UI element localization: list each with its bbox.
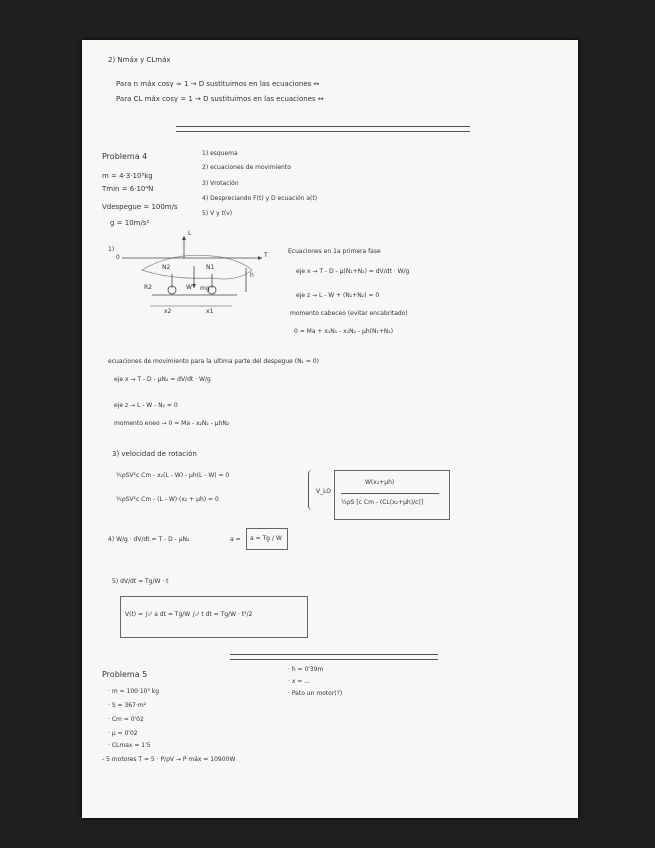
rotation-fraction-bar (341, 493, 439, 494)
rotation-brace (308, 470, 315, 510)
punto4-result-box (246, 528, 288, 550)
task-1: 1) esquema (202, 150, 238, 157)
punto4-eq: 4) W/g · dV/dt = T - D - μN₂ (108, 536, 190, 543)
problema5-cm: · Cm = 0'02 (108, 716, 144, 723)
task-5: 5) V y t(v) (202, 210, 233, 217)
rotation-vlo: V_LO (316, 488, 331, 495)
diagram-lift-label: L (188, 230, 192, 237)
problema4-mass: m = 4·3·10³kg (102, 172, 153, 180)
block1-line2: Para CL máx cosγ = 1 → D sustituimos en las ecuaciones ↔ (116, 95, 324, 103)
first-phase-eje-z: eje z → L - W + (N₁+N₂) = 0 (296, 292, 380, 299)
last-phase-title: ecuaciones de movimiento para la ultima parte del despegue (N₁ = 0) (108, 358, 319, 365)
problema5-x: · x ≈ ... (288, 678, 310, 685)
rotation-result-box (334, 470, 450, 520)
first-phase-eje-x: eje x → T - D - μ(N₁+N₂) = dV/dt · W/g (296, 268, 410, 275)
problema4-vdespegue: Vdespegue = 100m/s (102, 203, 178, 211)
rotation-eq1: ½ρSV²c Cm - x₂(L - W) - μh(L - W) = 0 (116, 472, 230, 479)
problema5-mu: · μ = 0'02 (108, 730, 138, 737)
diagram-n2-label: N2 (162, 264, 171, 271)
diagram-w-label: W (186, 284, 192, 291)
problema4-gravity: g = 10m/s² (110, 219, 150, 227)
last-phase-eje-z: eje z → L - W - N₂ = 0 (114, 402, 178, 409)
punto4-arrow-note: a = (230, 536, 241, 543)
problema5-m: · m = 100·10³ kg (108, 688, 160, 695)
block1-line1: Para n máx cosγ ≈ 1 → D sustituimos en las ecuaciones ↔ (116, 80, 320, 88)
rotation-eq2: ½ρSV²c Cm - (L - W)·(x₂ + μh) = 0 (116, 496, 219, 503)
diagram-x2-label: x2 (164, 308, 172, 315)
task-2: 2) ecuaciones de movimiento (202, 164, 291, 171)
rotation-title: 3) velocidad de rotación (112, 450, 197, 458)
diagram-thrust-label: T (264, 252, 268, 259)
punto5-result-box (120, 596, 308, 638)
diagram-r2-label: R2 (144, 284, 152, 291)
problema5-clmax: · CLmax = 1'5 (108, 742, 151, 749)
first-phase-momento-eq: 0 = Ma + x₁N₁ - x₂N₂ - μh(N₁+N₂) (294, 328, 394, 335)
first-phase-momento-label: momento cabeceo (evitar encabritado) (290, 310, 408, 317)
diagram-origin: 0 (116, 254, 120, 261)
rotation-numerator: W(x₂+μh) (365, 479, 395, 486)
problema5-s: · S = 367·m² (108, 702, 147, 709)
problema4-title: Problema 4 (102, 152, 148, 161)
notebook-page (82, 40, 578, 818)
last-phase-momento: momento eneo → 0 = Ma - x₂N₂ - μhN₂ (114, 420, 230, 427)
first-phase-title: Ecuaciones en 1a primera fase (288, 248, 381, 255)
last-phase-eje-x: eje x → T - D - μN₂ = dV/dt · W/g (114, 376, 211, 383)
punto5-boxed: V(t) = ∫₀ᵗ a dt = Tg/W ∫₀ᵗ t dt = Tg/W · t²/2 (125, 611, 253, 618)
diagram-x1-label: x1 (206, 308, 214, 315)
diagram-number: 1) (108, 246, 115, 253)
rotation-denominator: ½ρS [c Cm - (CL(x₂+μh)/c)] (341, 499, 424, 506)
diagram-h-label: h (250, 272, 254, 279)
diagram-n1-label: N1 (206, 264, 215, 271)
block1-heading: 2) Nmáx y CLmáx (108, 56, 171, 64)
problema4-tmin: Tmin = 6·10⁴N (102, 185, 154, 193)
problema5-h: · h = 0'39m (288, 666, 324, 673)
section-divider (176, 126, 470, 132)
problema5-motores: - 5 motores T = 5 · P/ρV → P máx = 10900W (102, 756, 236, 763)
task-4: 4) Despreciando F(t) y D ecuación a(t) (202, 195, 318, 202)
punto4-boxed: a = Tg / W (250, 535, 282, 542)
aircraft-diagram (112, 226, 272, 326)
problema5-calc: · Pato un motor(?) (288, 690, 343, 697)
problema5-title: Problema 5 (102, 670, 148, 679)
section-divider-2 (230, 654, 438, 660)
task-3: 3) Vrotación (202, 180, 239, 187)
diagram-mg-label: mg (200, 285, 210, 292)
punto5-eq: 5) dV/dt = Tg/W · t (112, 578, 169, 585)
